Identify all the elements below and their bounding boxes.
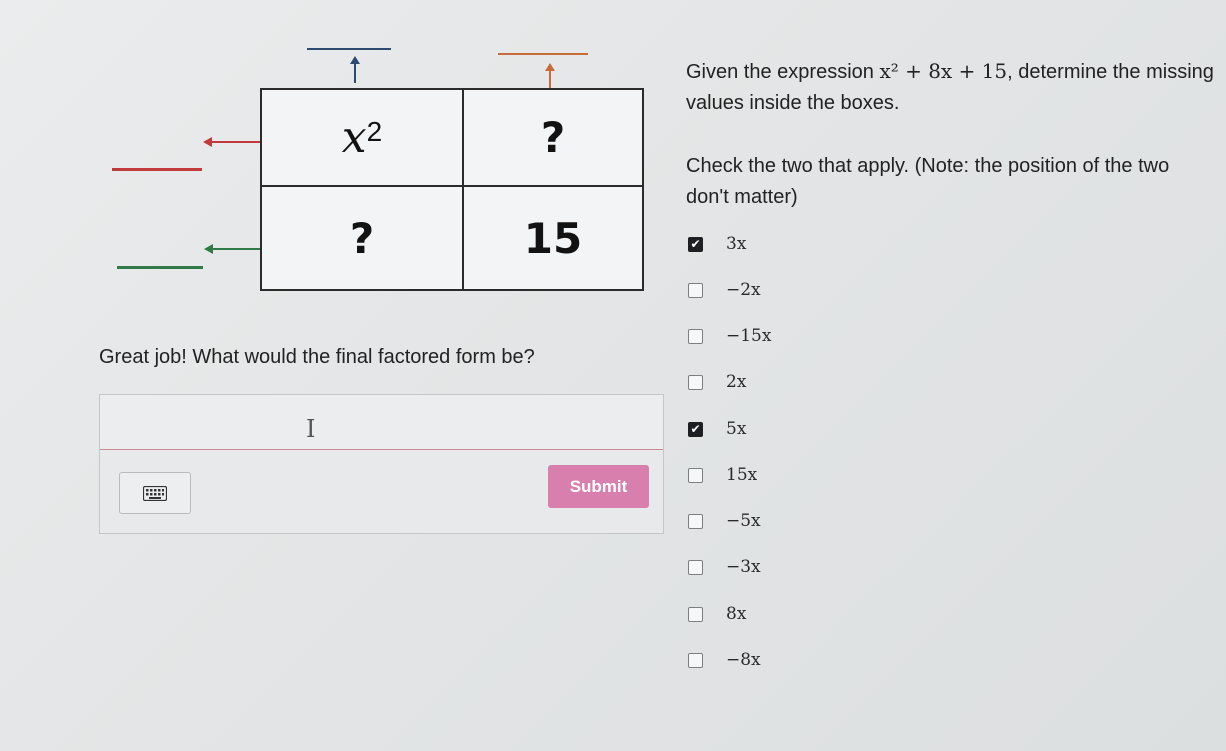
choice-label: 2x	[726, 372, 747, 392]
choice-item[interactable]	[688, 556, 761, 578]
choice-label: −5x	[726, 511, 761, 531]
choice-label: 15x	[726, 465, 758, 485]
choice-item[interactable]	[688, 464, 757, 486]
choice-item[interactable]	[688, 279, 761, 301]
answer-input[interactable]	[100, 395, 663, 450]
top-right-factor-slot	[498, 53, 588, 55]
choice-checkbox[interactable]	[688, 560, 703, 575]
choice-item[interactable]	[688, 325, 771, 347]
choice-label: −2x	[726, 280, 761, 300]
choice-item[interactable]	[688, 418, 746, 440]
choice-checkbox[interactable]	[688, 329, 703, 344]
cell-top-right-value: ?	[540, 113, 566, 162]
prompt-prefix: Given the expression	[686, 61, 880, 83]
choice-label: 8x	[726, 604, 747, 624]
choice-item[interactable]	[688, 510, 761, 532]
lower-side-factor-slot	[117, 266, 203, 269]
check-icon: ✔	[690, 237, 701, 251]
cell-bottom-right-value: 15	[523, 213, 583, 263]
choice-checkbox[interactable]	[688, 237, 703, 252]
choice-checkbox[interactable]	[688, 422, 703, 437]
choice-checkbox[interactable]	[688, 653, 703, 668]
cell-top-right	[464, 90, 642, 187]
choice-item[interactable]	[688, 649, 761, 671]
choice-checkbox[interactable]	[688, 607, 703, 622]
cell-bottom-right	[464, 187, 642, 289]
instruction-text: Check the two that apply. (Note: the position of the two don't matter)	[686, 155, 1170, 208]
choice-item[interactable]	[688, 603, 746, 625]
cell-bottom-left	[262, 187, 464, 289]
cell-top-left-exponent: 2	[366, 115, 383, 147]
upper-side-factor-slot	[112, 168, 202, 171]
keyboard-button[interactable]	[119, 472, 191, 514]
left-arrow-icon	[203, 135, 261, 149]
top-left-factor-slot	[307, 48, 391, 50]
choice-label: 5x	[726, 419, 747, 439]
left-arrow-icon	[204, 242, 262, 256]
choice-checkbox[interactable]	[688, 375, 703, 390]
choice-checkbox[interactable]	[688, 283, 703, 298]
choice-label: −3x	[726, 557, 761, 577]
followup-question: Great job! What would the final factored form be?	[99, 346, 535, 368]
choice-checkbox[interactable]	[688, 514, 703, 529]
prompt-suffix: , determine the missing values inside the boxes.	[686, 61, 1214, 114]
choice-label: −8x	[726, 650, 761, 670]
prompt-expression: x² + 8x + 15	[879, 59, 1008, 83]
choice-label: 3x	[726, 234, 747, 254]
text-cursor-icon: I	[306, 415, 316, 443]
check-icon: ✔	[690, 422, 701, 436]
keyboard-icon	[143, 486, 167, 501]
cell-top-left-base: x	[341, 112, 367, 163]
choice-item[interactable]	[688, 371, 746, 393]
cell-top-left	[262, 90, 464, 187]
up-arrow-icon	[543, 63, 557, 91]
choice-label: −15x	[726, 326, 772, 346]
area-model-grid	[260, 88, 644, 291]
answer-panel	[99, 394, 664, 534]
choice-item[interactable]	[688, 233, 746, 255]
submit-button[interactable]: Submit	[548, 465, 649, 508]
choice-checkbox[interactable]	[688, 468, 703, 483]
cell-bottom-left-value: ?	[349, 213, 375, 263]
prompt-text	[686, 56, 1216, 119]
up-arrow-icon	[348, 56, 362, 84]
